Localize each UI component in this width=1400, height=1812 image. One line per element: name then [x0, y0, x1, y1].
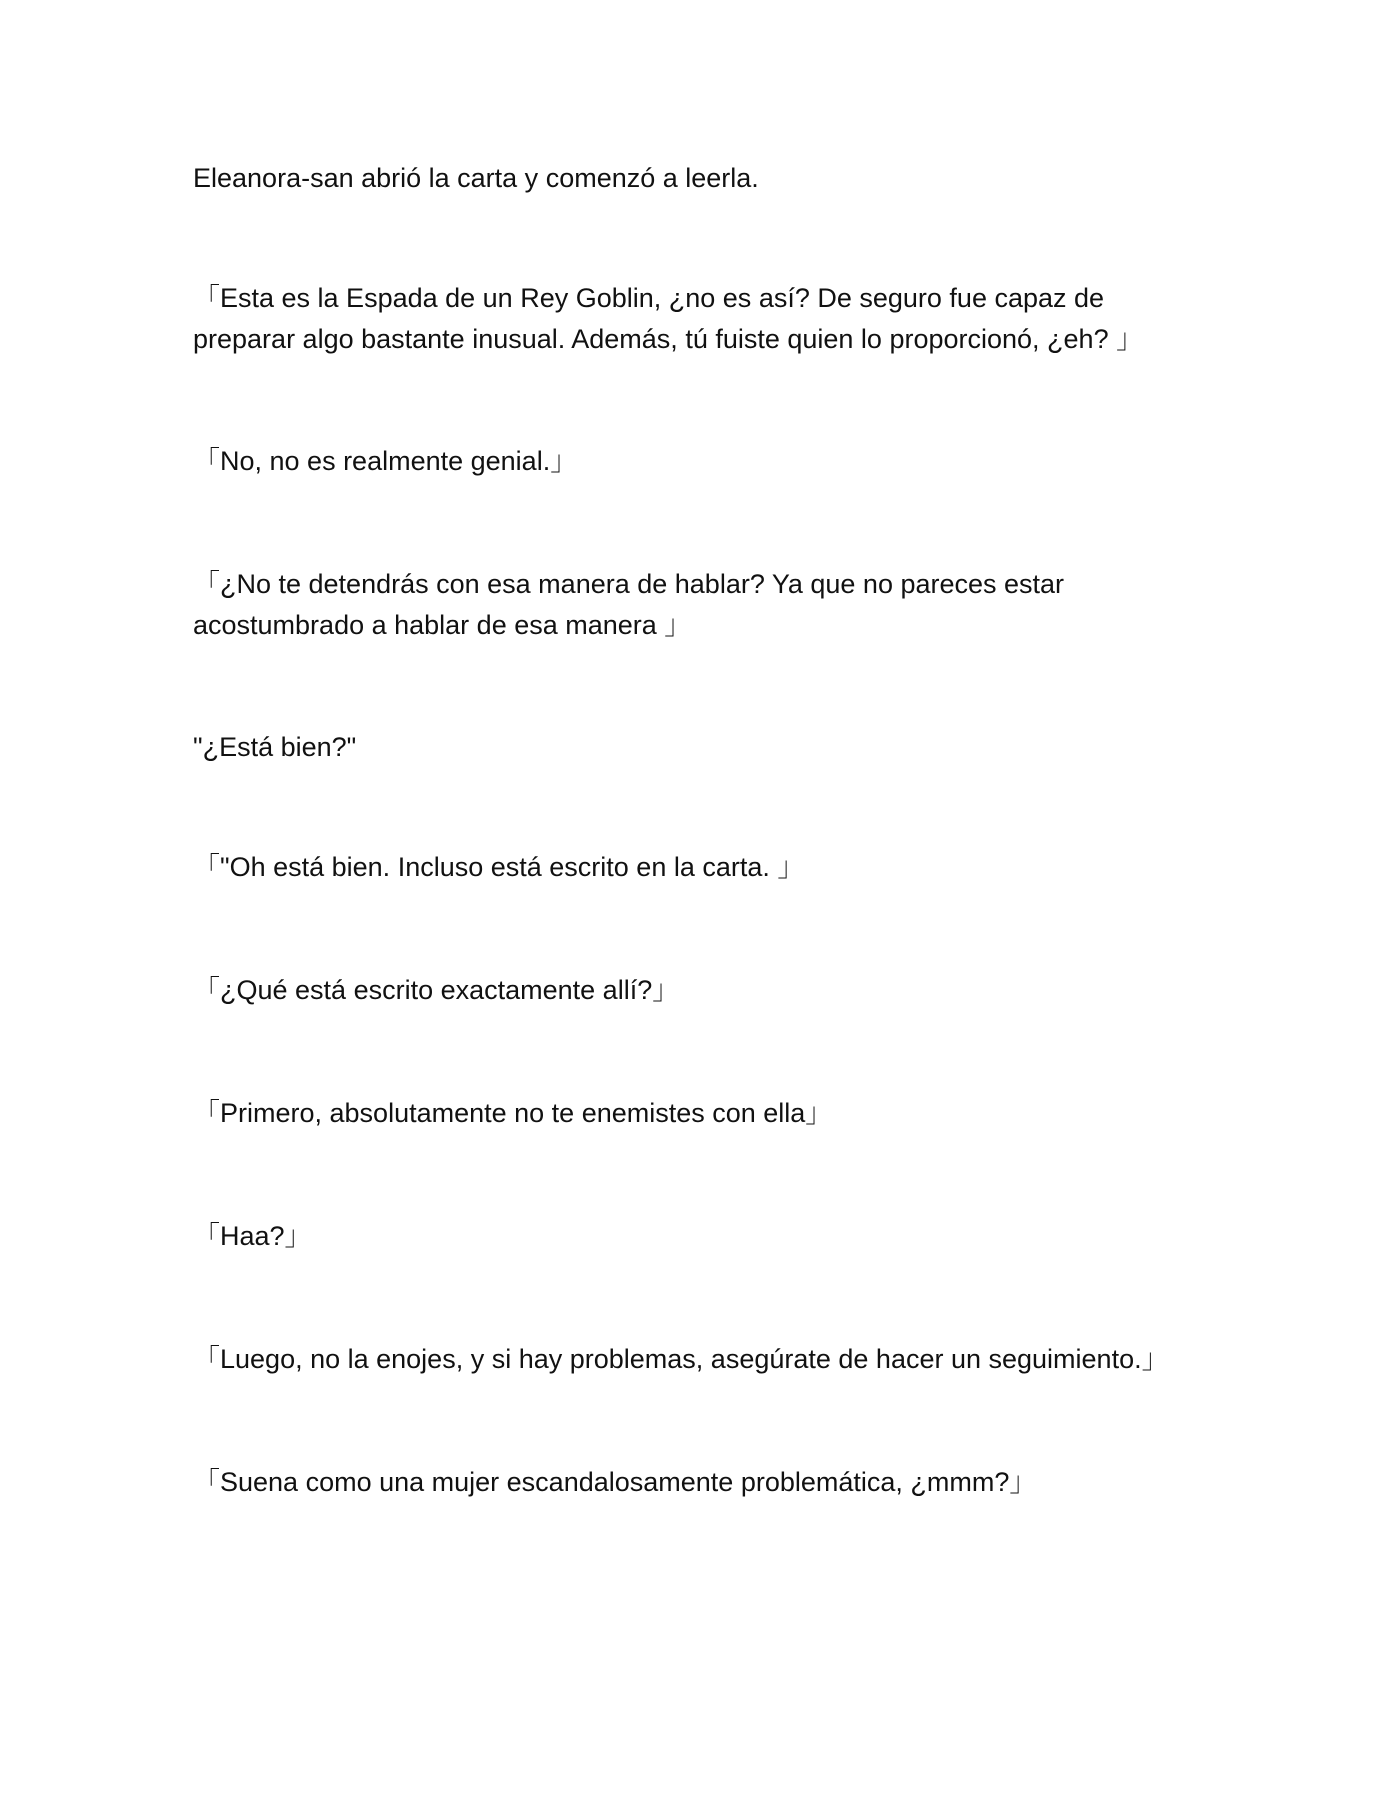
- paragraph-2: 「Esta es la Espada de un Rey Goblin, ¿no es así? De seguro fue capaz de preparar algo bastante inusual. Además, tú fuiste quien lo proporcionó, ¿eh? 」: [193, 283, 1144, 354]
- paragraph-8: 「Primero, absolutamente no te enemistes con ella」: [193, 1098, 833, 1128]
- paragraph-7: 「¿Qué está escrito exactamente allí?」: [193, 975, 680, 1005]
- paragraph-10: 「Luego, no la enojes, y si hay problemas, asegúrate de hacer un seguimiento.」: [193, 1344, 1169, 1374]
- paragraph-5: "¿Está bien?": [193, 732, 357, 762]
- paragraph-11: 「Suena como una mujer escandalosamente problemática, ¿mmm?」: [193, 1467, 1037, 1497]
- paragraph-4: 「¿No te detendrás con esa manera de hablar? Ya que no pareces estar acostumbrado a hablar de esa manera 」: [193, 569, 1065, 640]
- paragraph-9: 「Haa?」: [193, 1221, 312, 1251]
- paragraph-1: Eleanora-san abrió la carta y comenzó a leerla.: [193, 163, 759, 193]
- paragraph-6: 「"Oh está bien. Incluso está escrito en la carta. 」: [193, 852, 805, 882]
- paragraph-3: 「No, no es realmente genial.」: [193, 446, 578, 476]
